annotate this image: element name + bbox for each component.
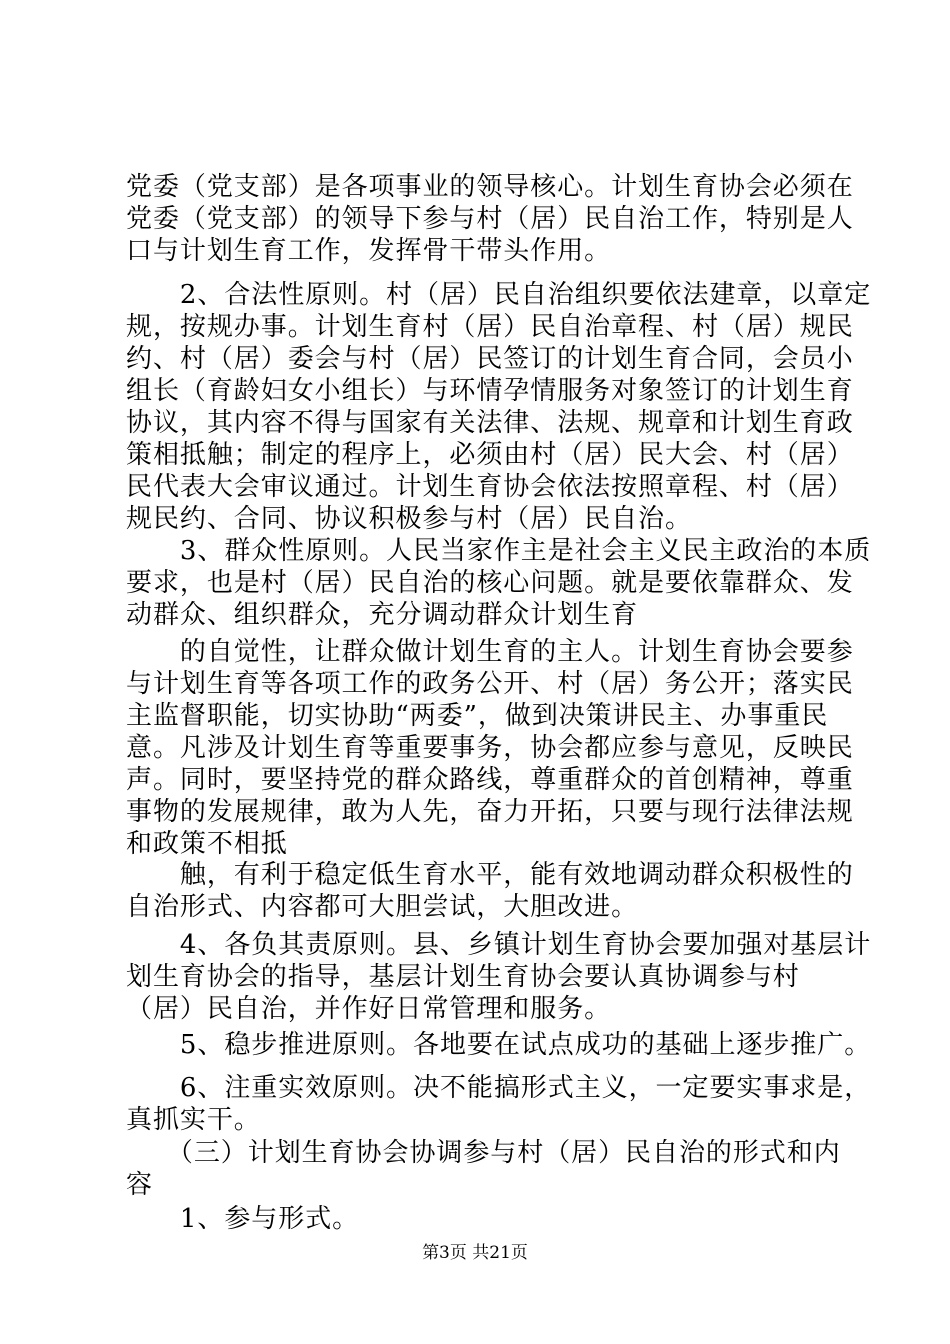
text-line: 3、群众性原则。人民当家作主是社会主义民主政治的本质: [126, 536, 872, 566]
text-line: 声。同时，要坚持党的群众路线，尊重群众的首创精神，尊重: [126, 765, 854, 795]
text-line: 5、稳步推进原则。各地要在试点成功的基础上逐步推广。: [126, 1030, 872, 1060]
text-line: 规，按规办事。计划生育村（居）民自治章程、村（居）规民: [126, 312, 854, 342]
text-line: 触，有利于稳定低生育水平，能有效地调动群众积极性的: [126, 860, 854, 890]
text-line: 1、参与形式。: [126, 1204, 360, 1234]
text-line: 划生育协会的指导，基层计划生育协会要认真协调参与村: [126, 962, 800, 992]
text-line: 约、村（居）委会与村（居）民签订的计划生育合同，会员小: [126, 344, 854, 374]
text-line: 主监督职能，切实协助“两委”，做到决策讲民主、办事重民: [126, 701, 829, 731]
text-line: 事物的发展规律，敢为人先，奋力开拓，只要与现行法律法规: [126, 797, 854, 827]
text-line: 规民约、合同、协议积极参与村（居）民自治。: [126, 504, 692, 534]
text-line: 策相抵触；制定的程序上，必须由村（居）民大会、村（居）: [126, 440, 854, 470]
text-line: 真抓实干。: [126, 1105, 261, 1135]
page-footer: 第3页 共21页: [422, 1243, 528, 1263]
text-line: 容: [126, 1170, 153, 1200]
text-line: 口与计划生育工作，发挥骨干带头作用。: [126, 236, 612, 266]
text-line: 意。凡涉及计划生育等重要事务，协会都应参与意见，反映民: [126, 733, 854, 763]
text-line: 党委（党支部）是各项事业的领导核心。计划生育协会必须在: [126, 172, 854, 202]
text-line: （三）计划生育协会协调参与村（居）民自治的形式和内: [126, 1138, 841, 1168]
text-line: 4、各负其责原则。县、乡镇计划生育协会要加强对基层计: [126, 930, 872, 960]
text-line: 党委（党支部）的领导下参与村（居）民自治工作，特别是人: [126, 204, 854, 234]
text-line: 的自觉性，让群众做计划生育的主人。计划生育协会要参: [126, 637, 854, 667]
text-line: 与计划生育等各项工作的政务公开、村（居）务公开；落实民: [126, 669, 854, 699]
text-line: 自治形式、内容都可大胆尝试，大胆改进。: [126, 892, 639, 922]
text-line: （居）民自治，并作好日常管理和服务。: [126, 994, 612, 1024]
text-line: 要求，也是村（居）民自治的核心问题。就是要依靠群众、发: [126, 568, 854, 598]
text-line: 民代表大会审议通过。计划生育协会依法按照章程、村（居）: [126, 472, 854, 502]
text-line: 组长（育龄妇女小组长）与环情孕情服务对象签订的计划生育: [126, 376, 854, 406]
text-line: 和政策不相抵: [126, 829, 288, 859]
text-line: 2、合法性原则。村（居）民自治组织要依法建章，以章定: [126, 280, 872, 310]
text-line: 动群众、组织群众，充分调动群众计划生育: [126, 600, 639, 630]
text-line: 协议，其内容不得与国家有关法律、法规、规章和计划生育政: [126, 408, 854, 438]
text-line: 6、注重实效原则。决不能搞形式主义，一定要实事求是，: [126, 1073, 872, 1103]
